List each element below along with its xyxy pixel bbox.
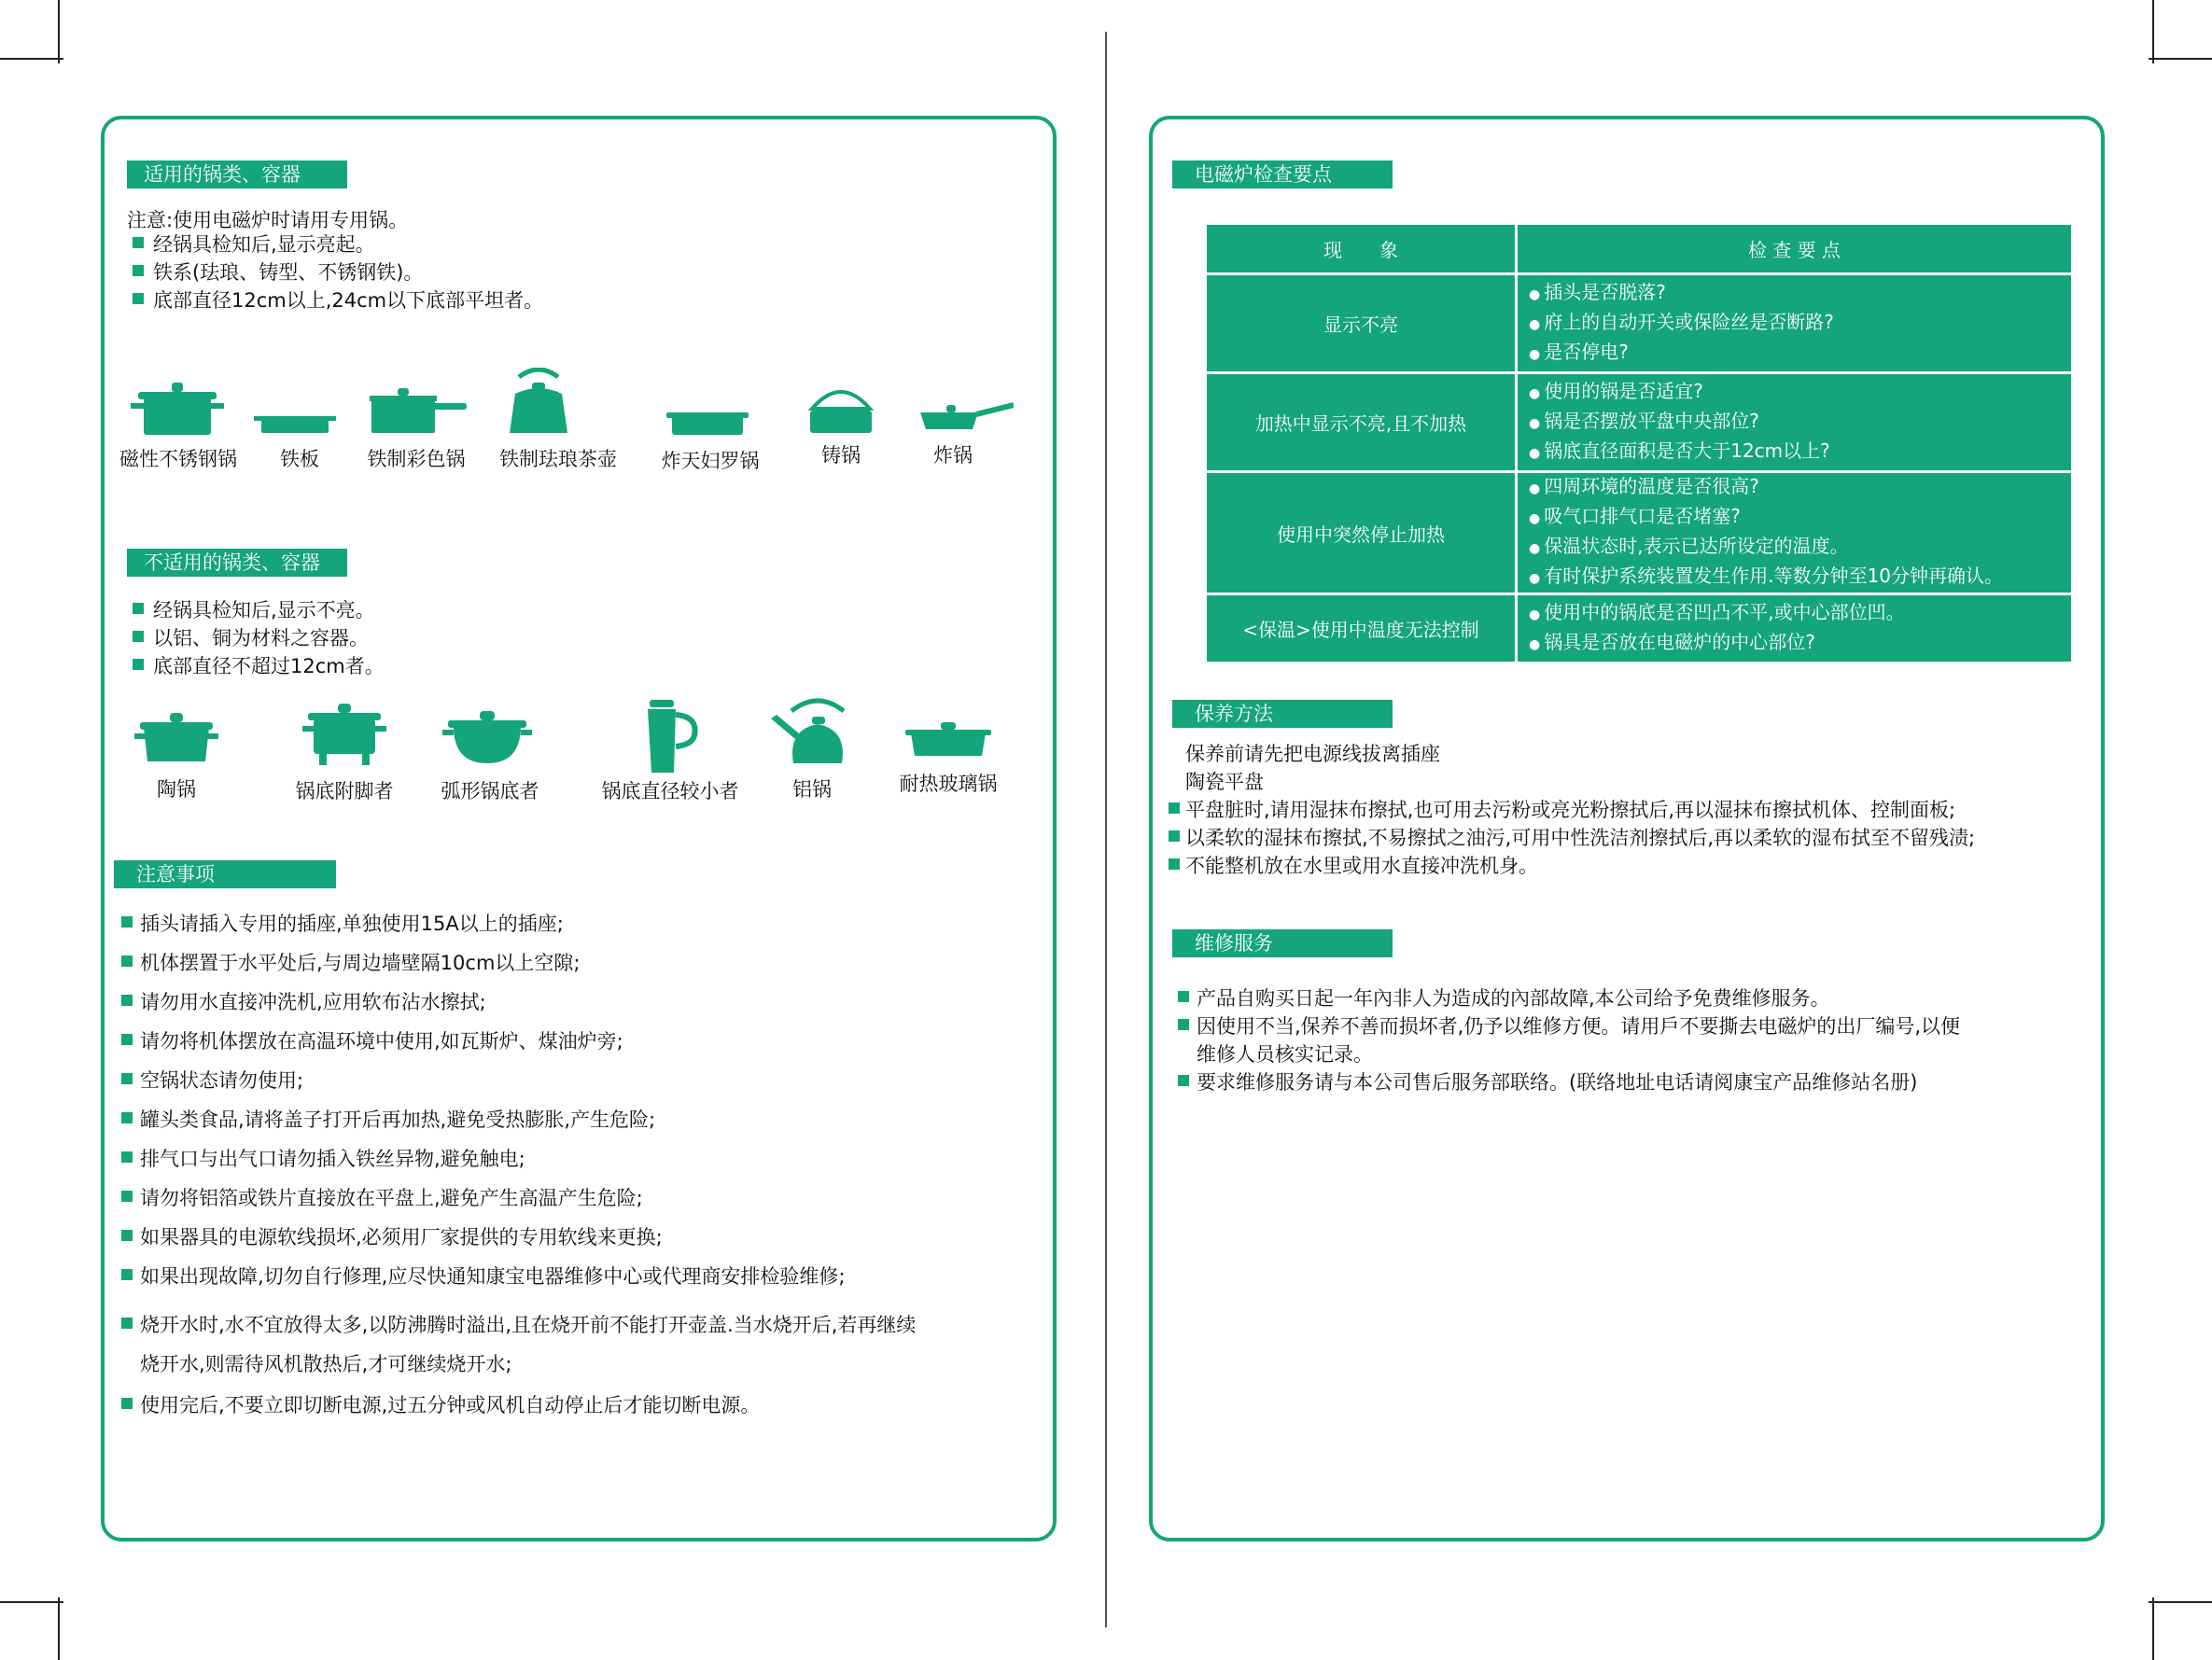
pot-label: 铸锅	[821, 444, 861, 467]
bullet-square	[1169, 802, 1180, 814]
check-point: ● 锅是否摆放平盘中央部位?	[1529, 408, 2071, 438]
pot-label: 磁性不锈钢锅	[119, 448, 237, 470]
bullet-square	[121, 995, 133, 1006]
aluminum-kettle-icon	[767, 698, 857, 765]
suitable-heading: 适用的锅类、容器	[127, 160, 347, 188]
note-item: 罐头类食品,请将盖子打开后再加热,避免受热膨胀,产生危险;	[140, 1109, 656, 1131]
symptom-cell: 使用中突然停止加热	[1206, 472, 1517, 594]
check-point: ● 插头是否脱落?	[1529, 279, 2071, 309]
care-heading: 保养方法	[1172, 700, 1393, 728]
check-point: ● 吸气口排气口是否堵塞?	[1529, 503, 2071, 533]
frying-pan-icon	[920, 399, 1014, 433]
crop-mark-br-h	[2149, 1601, 2212, 1603]
pot-label: 炸锅	[933, 444, 973, 467]
bullet-square	[121, 1318, 133, 1329]
care-subheading: 陶瓷平盘	[1185, 771, 1264, 793]
bullet-square	[121, 1230, 133, 1241]
crop-mark-bl-h	[0, 1601, 63, 1603]
bullet-square	[133, 265, 144, 276]
symptom-cell: 加热中显示不亮,且不加热	[1206, 373, 1517, 472]
unsuitable-bullet-1: 经锅具检知后,显示不亮。	[153, 599, 375, 621]
unsuitable-heading: 不适用的锅类、容器	[127, 549, 347, 577]
service-item-continuation: 维修人员核实记录。	[1197, 1043, 1373, 1066]
note-item-continuation: 烧开水,则需待风机散热后,才可继续烧开水;	[140, 1353, 512, 1375]
care-intro: 保养前请先把电源线拔离插座	[1185, 743, 1440, 765]
check-point: ● 是否停电?	[1529, 339, 2071, 369]
griddle-icon	[254, 411, 336, 435]
table-row	[1206, 594, 2073, 663]
check-point: ● 锅底直径面积是否大于12cm以上?	[1529, 438, 2071, 467]
bullet-square	[121, 1151, 133, 1163]
table-row	[1206, 373, 2073, 472]
suitable-note: 注意:使用电磁炉时请用专用锅。	[127, 209, 409, 231]
notes-heading: 注意事项	[114, 860, 336, 888]
points-cell	[1517, 594, 2073, 663]
bullet-square	[121, 916, 133, 928]
points-cell	[1517, 472, 2073, 594]
pot-label: 锅底附脚者	[295, 780, 394, 802]
bullet-square	[121, 1112, 133, 1123]
crop-mark-br-v	[2152, 1597, 2154, 1660]
crop-mark-tl-h	[0, 58, 63, 60]
tempura-pan-icon	[666, 407, 749, 437]
note-item: 请勿将铝箔或铁片直接放在平盘上,避免产生高温产生危险;	[140, 1187, 643, 1209]
saucepan-icon	[370, 386, 467, 435]
points-cell	[1517, 373, 2073, 472]
check-point: ● 四周环境的温度是否很高?	[1529, 473, 2071, 503]
bullet-square	[133, 603, 144, 614]
pot-label: 铁制彩色锅	[367, 448, 466, 470]
unsuitable-bullet-2: 以铝、铜为材料之容器。	[153, 627, 369, 649]
care-item: 不能整机放在水里或用水直接冲洗机身。	[1185, 855, 1538, 877]
clay-pot-icon	[134, 709, 218, 763]
check-point: ● 使用中的锅底是否凹凸不平,或中心部位凹。	[1529, 599, 2071, 629]
note-item: 机体摆置于水平处后,与周边墙壁隔10cm以上空隙;	[140, 952, 581, 974]
unsuitable-bullet-3: 底部直径不超过12cm者。	[153, 655, 385, 677]
suitable-bullet-1: 经锅具检知后,显示亮起。	[153, 233, 375, 256]
check-point: ● 保温状态时,表示已达所设定的温度。	[1529, 533, 2071, 563]
service-item: 产品自购买日起一年內非人为造成的內部故障,本公司给予免费维修服务。	[1197, 987, 1830, 1010]
pot-label: 铁制珐琅茶壶	[499, 448, 617, 470]
cast-pot-icon	[808, 384, 874, 435]
note-item: 排气口与出气口请勿插入铁丝异物,避免触电;	[140, 1148, 525, 1170]
bullet-square	[121, 1073, 133, 1084]
note-item: 空锅状态请勿使用;	[140, 1069, 304, 1092]
table-header-row	[1206, 224, 2073, 274]
header-symptom: 现 象	[1206, 224, 1517, 274]
check-point: ● 使用的锅是否适宜?	[1529, 378, 2071, 408]
bullet-square	[121, 1034, 133, 1045]
note-item: 请勿将机体摆放在高温环境中使用,如瓦斯炉、煤油炉旁;	[140, 1030, 623, 1053]
pot-label: 陶锅	[157, 778, 196, 801]
bullet-square	[121, 1269, 133, 1280]
footed-pot-icon	[302, 702, 386, 765]
care-item: 平盘脏时,请用湿抹布擦拭,也可用去污粉或亮光粉擦拭后,再以湿抹布擦拭机体、控制面板;	[1185, 799, 1956, 821]
note-item: 如果出现故障,切勿自行修理,应尽快通知康宝电器维修中心或代理商安排检验维修;	[140, 1265, 846, 1288]
service-item: 因使用不当,保养不善而损坏者,仍予以维修方便。请用戶不要撕去电磁炉的出厂编号,以便	[1197, 1015, 1961, 1038]
crop-mark-tl-v	[58, 0, 60, 63]
suitable-bullet-3: 底部直径12cm以上,24cm以下底部平坦者。	[153, 289, 544, 312]
round-bottom-pot-icon	[442, 707, 532, 763]
note-item: 如果器具的电源软线损坏,必须用厂家提供的专用软线来更换;	[140, 1226, 663, 1248]
bullet-square	[1178, 991, 1189, 1002]
pot-label: 炸天妇罗锅	[661, 450, 760, 472]
stockpot-icon	[131, 377, 224, 437]
pot-label: 弧形锅底者	[441, 780, 539, 802]
header-points: 检 查 要 点	[1517, 224, 2073, 274]
bullet-square	[133, 631, 144, 642]
center-fold-line	[1105, 32, 1107, 1627]
bullet-square	[1169, 830, 1180, 842]
bullet-square	[133, 237, 144, 248]
suitable-bullet-2: 铁系(珐琅、铸型、不锈钢铁)。	[153, 261, 424, 284]
crop-mark-tr-v	[2152, 0, 2154, 63]
crop-mark-bl-v	[58, 1597, 60, 1660]
table-row	[1206, 274, 2073, 373]
bullet-square	[133, 293, 144, 304]
bullet-square	[1178, 1019, 1189, 1030]
pot-label: 铁板	[280, 448, 319, 470]
table-row	[1206, 472, 2073, 594]
check-table	[1204, 222, 2074, 664]
check-point: ● 有时保护系统装置发生作用.等数分钟至10分钟再确认。	[1529, 563, 2071, 593]
points-cell	[1517, 274, 2073, 373]
bullet-square	[133, 659, 144, 670]
bullet-square	[121, 956, 133, 967]
bullet-square	[1178, 1075, 1189, 1086]
small-base-jug-icon	[640, 698, 700, 773]
care-item: 以柔软的湿抹布擦拭,不易擦拭之油污,可用中性洗洁剂擦拭后,再以柔软的湿布拭至不留残渍;	[1185, 827, 1976, 849]
glass-pot-icon	[905, 720, 991, 758]
bullet-square	[121, 1191, 133, 1202]
symptom-cell: <保温>使用中温度无法控制	[1206, 594, 1517, 663]
crop-mark-tr-h	[2149, 58, 2212, 60]
service-heading: 维修服务	[1172, 929, 1393, 957]
pot-label: 耐热玻璃锅	[899, 773, 998, 795]
note-item: 请勿用水直接冲洗机,应用软布沾水擦拭;	[140, 991, 486, 1013]
note-item: 使用完后,不要立即切断电源,过五分钟或风机自动停止后才能切断电源。	[140, 1394, 761, 1416]
symptom-cell: 显示不亮	[1206, 274, 1517, 373]
service-item: 要求维修服务请与本公司售后服务部联络。(联络地址电话请阅康宝产品维修站名册)	[1197, 1071, 1918, 1094]
note-item: 插头请插入专用的插座,单独使用15A以上的插座;	[140, 913, 564, 935]
check-heading: 电磁炉检查要点	[1172, 160, 1393, 188]
bullet-square	[1169, 858, 1180, 870]
check-point: ● 锅具是否放在电磁炉的中心部位?	[1529, 629, 2071, 659]
check-point: ● 府上的自动开关或保险丝是否断路?	[1529, 309, 2071, 339]
note-item: 烧开水时,水不宜放得太多,以防沸腾时溢出,且在烧开前不能打开壶盖.当水烧开后,若再继续	[140, 1314, 917, 1336]
pot-label: 锅底直径较小者	[601, 780, 739, 802]
bullet-square	[121, 1398, 133, 1409]
pot-label: 铝锅	[792, 778, 832, 801]
kettle-icon	[506, 368, 571, 435]
